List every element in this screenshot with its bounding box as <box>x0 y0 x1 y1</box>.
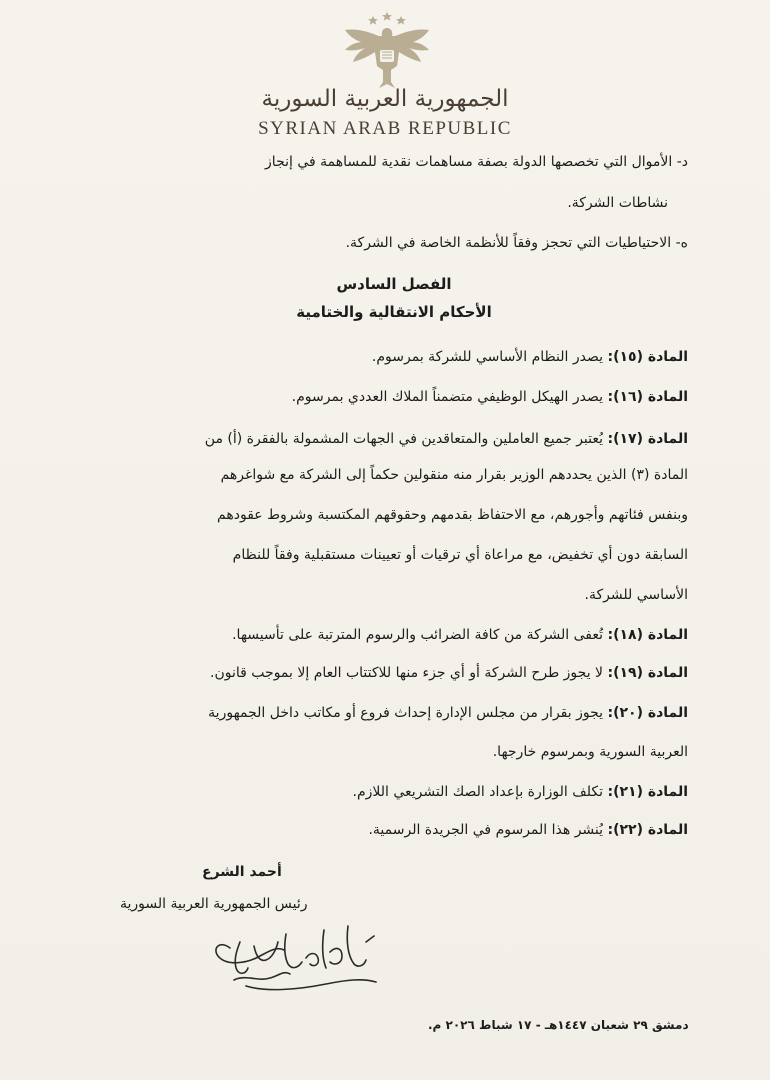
article-16 <box>292 387 688 407</box>
article-17-text-1: يُعتبر جميع العاملين والمتعاقدين في الجهات المشمولة بالفقرة (أ) من <box>204 431 604 447</box>
article-15-text: يصدر النظام الأساسي للشركة بمرسوم. <box>371 349 604 365</box>
chapter-title: الأحكام الانتقالية والختامية <box>296 303 492 321</box>
article-20-label: المادة (٢٠): <box>607 705 688 721</box>
article-15 <box>372 347 688 367</box>
document-date: دمشق ٢٩ شعبان ١٤٤٧هـ - ١٧ شباط ٢٠٢٦ م. <box>428 1018 689 1032</box>
article-16-text: يصدر الهيكل الوظيفي متضمناً الملاك العددي بمرسوم. <box>291 389 604 405</box>
article-17-line-1 <box>205 429 688 449</box>
article-16-label: المادة (١٦): <box>607 389 688 405</box>
article-21 <box>353 782 689 802</box>
document-body <box>100 0 688 1080</box>
article-20-line-2: العربية السورية وبمرسوم خارجها. <box>492 744 688 760</box>
article-21-label: المادة (٢١): <box>607 784 688 800</box>
article-20-line-1 <box>208 703 688 723</box>
chapter-number: الفصل السادس <box>336 275 452 293</box>
clause-d-line-1: د- الأموال التي تخصصها الدولة بصفة مساهمات نقدية للمساهمة في إنجاز <box>265 154 688 170</box>
article-22 <box>368 820 688 840</box>
article-20-text-1: يجوز بقرار من مجلس الإدارة إحداث فروع أو مكاتب داخل الجمهورية <box>208 705 604 721</box>
article-18 <box>232 625 688 645</box>
header-title-arabic: الجمهورية العربية السورية <box>261 86 509 112</box>
article-17-line-4: السابقة دون أي تخفيض، مع مراعاة أي ترقيات أو تعيينات مستقبلية وفقاً للنظام <box>232 547 688 563</box>
article-15-label: المادة (١٥): <box>607 349 688 365</box>
article-17-line-3: وبنفس فئاتهم وأجورهم، مع الاحتفاظ بقدمهم وحقوقهم المكتسبة وشروط عقودهم <box>217 507 688 523</box>
article-22-text: يُنشر هذا المرسوم في الجريدة الرسمية. <box>368 822 604 838</box>
signatory-title: رئيس الجمهورية العربية السورية <box>120 896 308 912</box>
article-17-label: المادة (١٧): <box>607 431 688 447</box>
article-17-line-5: الأساسي للشركة. <box>584 587 688 603</box>
clause-h-line-1: ه- الاحتياطيات التي تحجز وفقاً للأنظمة الخاصة في الشركة. <box>345 235 688 251</box>
article-18-text: تُعفى الشركة من كافة الضرائب والرسوم المترتبة على تأسيسها. <box>232 627 604 643</box>
article-21-text: تكلف الوزارة بإعداد الصك التشريعي اللازم. <box>352 784 604 800</box>
signatory-name: أحمد الشرع <box>202 864 282 880</box>
article-19 <box>210 663 688 683</box>
clause-d-line-2: نشاطات الشركة. <box>567 195 668 211</box>
article-19-label: المادة (١٩): <box>607 665 688 681</box>
article-17-line-2: المادة (٣) الذين يحددهم الوزير بقرار منه منقولين حكماً إلى الشركة مع شواغرهم <box>220 467 688 483</box>
article-19-text: لا يجوز طرح الشركة أو أي جزء منها للاكتتاب العام إلا بموجب قانون. <box>210 665 604 681</box>
handwritten-signature-icon <box>206 912 380 1004</box>
article-18-label: المادة (١٨): <box>607 627 688 643</box>
header-title-english: SYRIAN ARAB REPUBLIC <box>258 118 512 139</box>
article-22-label: المادة (٢٢): <box>607 822 688 838</box>
